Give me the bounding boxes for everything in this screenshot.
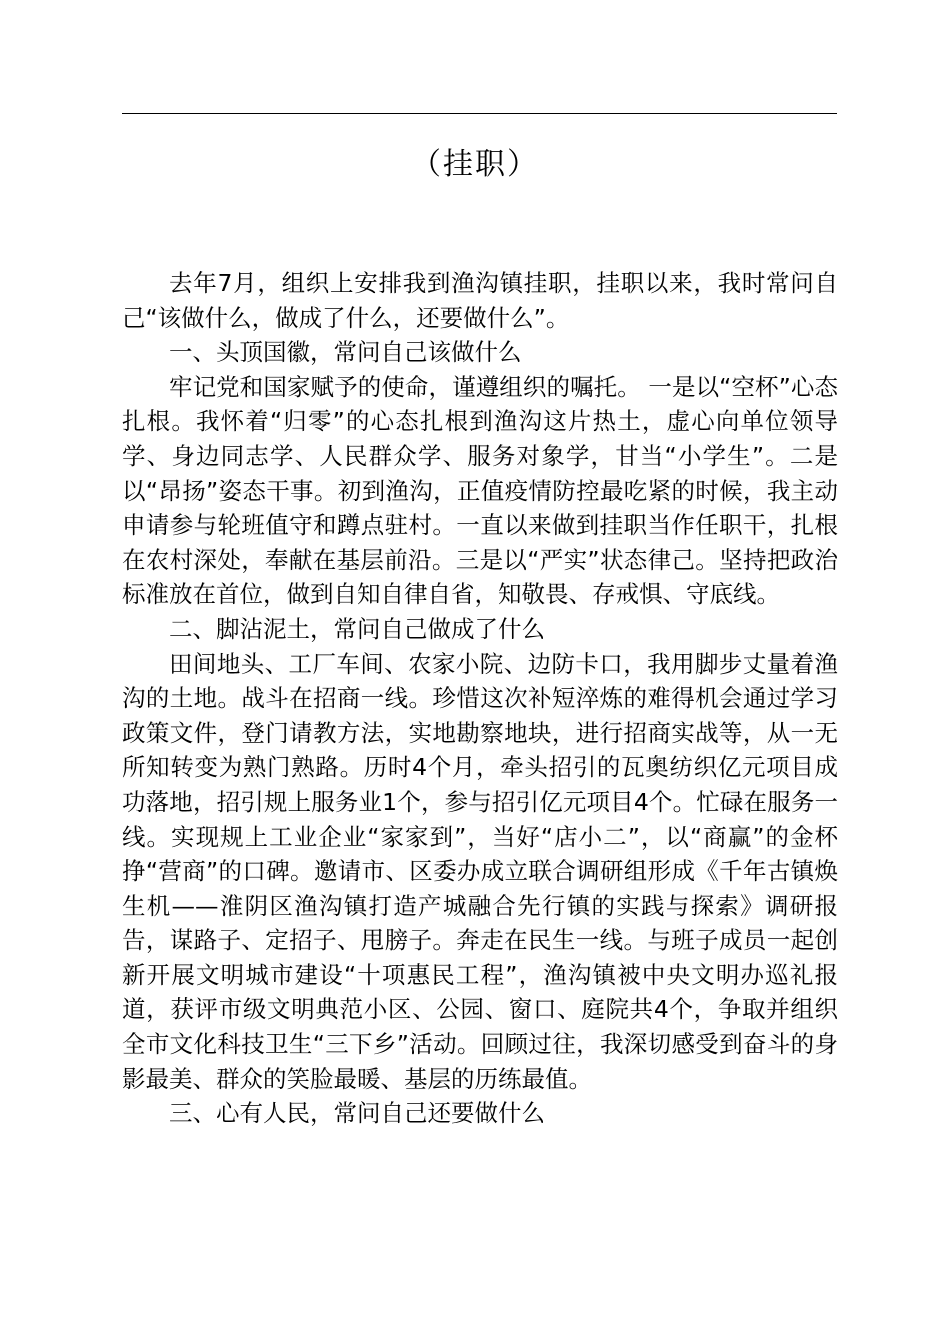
intro-paragraph: 去年7月，组织上安排我到渔沟镇挂职，挂职以来，我时常问自己“该做什么，做成了什么，还要做什么”。 — [122, 269, 838, 332]
section-heading-2: 二、脚沾泥土，常问自己做成了什么 — [169, 614, 545, 643]
section-heading-1: 一、头顶国徽，常问自己该做什么 — [169, 338, 522, 367]
page-title: （挂职） — [411, 147, 539, 182]
document-body — [122, 266, 838, 1131]
section-1-paragraph: 牢记党和国家赋予的使命，谨遵组织的嘱托。 一是以“空杯”心态扎根。我怀着“归零”的心态扎根到渔沟这片热土，虚心向单位领导学、身边同志学、人民群众学、服务对象学，甘当“小学生”。二是以“昂扬”姿态干事。初到渔沟，正值疫情防控最吃紧的时候，我主动申请参与轮班值守和蹲点驻村。一直以来做到挂职当作任职干，扎根在农村深处，奉献在基层前沿。三是以“严实”状态律己。坚持把政治标准放在首位，做到自知自律自省，知敬畏、存戒惧、守底线。 — [122, 372, 838, 609]
section-2-paragraph: 田间地头、工厂车间、农家小院、边防卡口，我用脚步丈量着渔沟的土地。战斗在招商一线。珍惜这次补短淬炼的难得机会通过学习政策文件，登门请教方法，实地勘察地块，进行招商实战等，从一无所知转变为熟门熟路。历时4个月，牵头招引的瓦奥纺织亿元项目成功落地，招引规上服务业1个，参与招引亿元项目4个。忙碌在服务一线。实现规上工业企业“家家到”，当好“店小二”，以“商赢”的金杯挣“营商”的口碑。邀请市、区委办成立联合调研组形成《千年古镇焕生机——淮阴区渔沟镇打造产城融合先行镇的实践与探索》调研报告，谋路子、定招子、甩膀子。奔走在民生一线。与班子成员一起创新开展文明城市建设“十项惠民工程”，渔沟镇被中央文明办巡礼报道，获评市级文明典范小区、公园、窗口、庭院共4个，争取并组织全市文化科技卫生“三下乡”活动。回顾过往，我深切感受到奋斗的身影最美、群众的笑脸最暖、基层的历练最值。 — [122, 649, 838, 1093]
header-rule — [122, 113, 837, 114]
section-heading-3: 三、心有人民，常问自己还要做什么 — [169, 1099, 545, 1128]
